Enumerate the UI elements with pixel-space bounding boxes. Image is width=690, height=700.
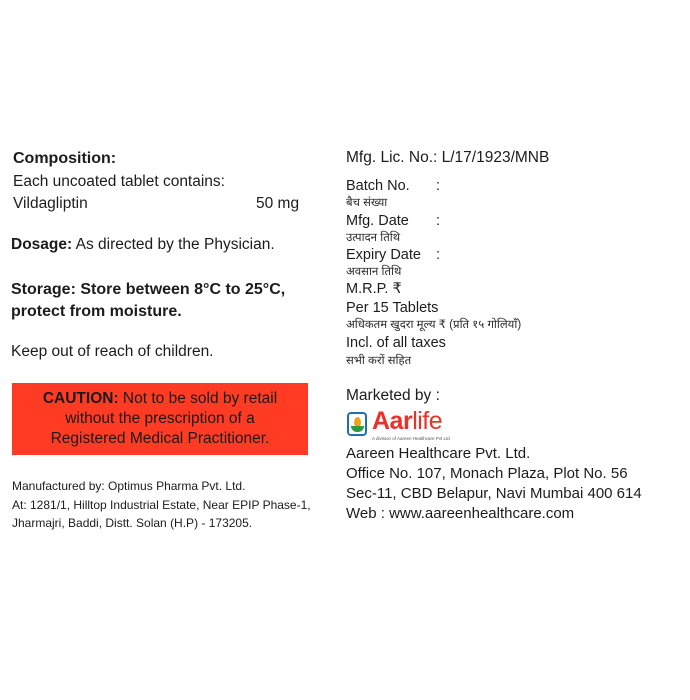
logo-bold: Aar — [372, 407, 413, 435]
expiry-label: Expiry Date — [346, 247, 421, 263]
drug-dose: 50 mg — [256, 195, 300, 212]
mrp-hindi: अधिकतम खुदरा मूल्य ₹ (प्रति १५ गोलियाँ) — [346, 319, 522, 331]
manufacturer-line-1: Manufactured by: Optimus Pharma Pvt. Ltd. — [12, 479, 246, 493]
caution-label: CAUTION: — [42, 389, 119, 407]
taxes-hindi: सभी करों सहित — [346, 355, 412, 367]
company-name: Aareen Healthcare Pvt. Ltd. — [346, 445, 531, 462]
batch-colon: : — [436, 178, 441, 194]
storage-text: Storage: Store between 8°C to 25°C, protect from moisture. — [11, 281, 286, 320]
logo-wordmark — [372, 407, 442, 436]
composition-line: Each uncoated tablet contains: — [13, 173, 225, 190]
caution-line-2: without the prescription of a — [65, 409, 255, 427]
aarlife-logo — [347, 409, 467, 443]
batch-hindi: बैच संख्या — [346, 197, 388, 209]
marketed-by: Marketed by : — [346, 387, 440, 404]
mfg-license: Mfg. Lic. No.: L/17/1923/MNB — [346, 149, 550, 166]
taxes-text: Incl. of all taxes — [346, 335, 446, 351]
composition-heading: Composition: — [13, 150, 117, 167]
address-line-1: Office No. 107, Monach Plaza, Plot No. 56 — [346, 465, 628, 482]
manufacturer-info — [12, 477, 332, 533]
aarlife-logo-icon — [347, 412, 367, 436]
keep-out-text: Keep out of reach of children. — [11, 343, 214, 360]
batch-label: Batch No. — [346, 178, 410, 194]
mfg-date-hindi: उत्पादन तिथि — [346, 232, 401, 244]
manufacturer-line-3: Jharmajri, Baddi, Distt. Solan (H.P) - 173205. — [12, 516, 253, 531]
expiry-hindi: अवसान तिथि — [346, 266, 402, 278]
mfg-date-label: Mfg. Date — [346, 213, 409, 229]
dosage-line — [11, 236, 275, 254]
dosage-label: Dosage: — [11, 236, 73, 253]
address-line-2: Sec-11, CBD Belapur, Navi Mumbai 400 614 — [346, 485, 642, 502]
mfg-date-colon: : — [436, 213, 441, 229]
caution-box — [12, 383, 308, 455]
logo-rest: life — [412, 407, 443, 435]
manufacturer-line-2: At: 1281/1, Hilltop Industrial Estate, Near EPIP Phase-1, — [12, 497, 311, 512]
logo-subtitle: A division of Aareen Healthcare Pvt Ltd — [372, 436, 450, 441]
mrp-label: M.R.P. ₹ — [346, 281, 402, 297]
web-address: Web : www.aareenhealthcare.com — [346, 505, 575, 522]
caution-text-1: Not to be sold by retail — [118, 389, 278, 407]
caution-line-1 — [12, 389, 308, 409]
expiry-colon: : — [436, 247, 441, 263]
per-tablets: Per 15 Tablets — [346, 300, 439, 316]
drug-name: Vildagliptin — [13, 195, 88, 212]
caution-line-3: Registered Medical Practitioner. — [50, 430, 270, 448]
dosage-text: As directed by the Physician. — [72, 236, 275, 253]
